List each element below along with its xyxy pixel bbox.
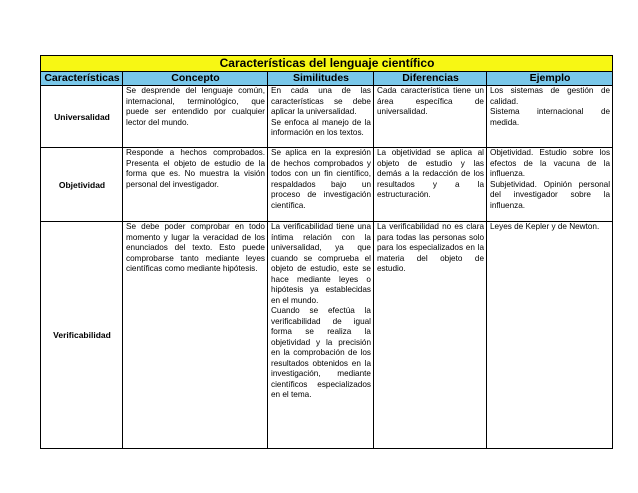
table-row [41, 148, 613, 222]
row-label-universalidad: Universalidad [41, 86, 123, 148]
similitudes-paragraph: Cuando se efectúa la verificabilidad de igual forma se realiza la objetividad y la precisión en la comprobación de los resultados obtenidos en la investigación, mediante científicos especializados en el tema. [271, 306, 371, 399]
header-caracteristicas: Características [41, 72, 123, 86]
table-row [41, 222, 613, 449]
diferencias-cell: La verificabilidad no es clara para todas las personas solo para los especializados en la materia del objeto de estudio. [374, 222, 487, 449]
diferencias-cell: Cada característica tiene un área específica de universalidad. [374, 86, 487, 148]
ejemplo-cell [487, 86, 613, 148]
concepto-cell: Se desprende del lenguaje común, internacional, terminológico, que puede ser entendido por cualquier lector del mundo. [123, 86, 268, 148]
similitudes-paragraph: La verificabilidad tiene una íntima relación con la universalidad, ya que cuando se comprueba el objeto de estudio, este se hace mediante leyes o hipótesis ya establecidas en el mundo. [271, 222, 371, 305]
header-diferencias: Diferencias [374, 72, 487, 86]
similitudes-paragraph: Se enfoca al manejo de la información en los textos. [271, 117, 371, 137]
header-ejemplo: Ejemplo [487, 72, 613, 86]
concepto-cell: Se debe poder comprobar en todo momento y lugar la veracidad de los enunciados del texto. Esto puede comprobarse tanto mediante leyes científicas como mediante hipótesis. [123, 222, 268, 449]
table-title: Características del lenguaje científico [41, 56, 613, 72]
row-label-objetividad: Objetividad [41, 148, 123, 222]
similitudes-paragraph: En cada una de las características se debe aplicar la universalidad. [271, 86, 371, 116]
diferencias-cell: La objetividad se aplica al objeto de estudio y las demás a la redacción de los resultados y a la estructuración. [374, 148, 487, 222]
concepto-cell: Responde a hechos comprobados. Presenta el objeto de estudio de la forma que es. No muestra la visión personal del investigador. [123, 148, 268, 222]
characteristics-sheet [40, 55, 612, 449]
ejemplo-paragraph: Sistema internacional de medida. [490, 107, 611, 127]
similitudes-paragraph: Se aplica en la expresión de hechos comprobados y todos con un fin científico, respaldados bajo un proceso de investigación científica. [271, 148, 371, 210]
ejemplo-paragraph: Leyes de Kepler y de Newton. [490, 222, 600, 231]
ejemplo-paragraph: Subjetividad. Opinión personal del investigador sobre la influenza. [490, 179, 611, 210]
ejemplo-cell [487, 148, 613, 222]
header-concepto: Concepto [123, 72, 268, 86]
ejemplo-paragraph: Objetividad. Estudio sobre los efectos de la vacuna de la influenza. [490, 148, 611, 178]
row-label-verificabilidad: Verificabilidad [41, 222, 123, 449]
table-header-row [41, 72, 613, 86]
similitudes-cell [268, 148, 374, 222]
table-row [41, 86, 613, 148]
header-similitudes: Similitudes [268, 72, 374, 86]
similitudes-cell [268, 86, 374, 148]
table-title-row [41, 56, 613, 72]
similitudes-cell [268, 222, 374, 449]
characteristics-table [40, 55, 613, 449]
ejemplo-cell [487, 222, 613, 449]
ejemplo-paragraph: Los sistemas de gestión de calidad. [490, 86, 611, 106]
